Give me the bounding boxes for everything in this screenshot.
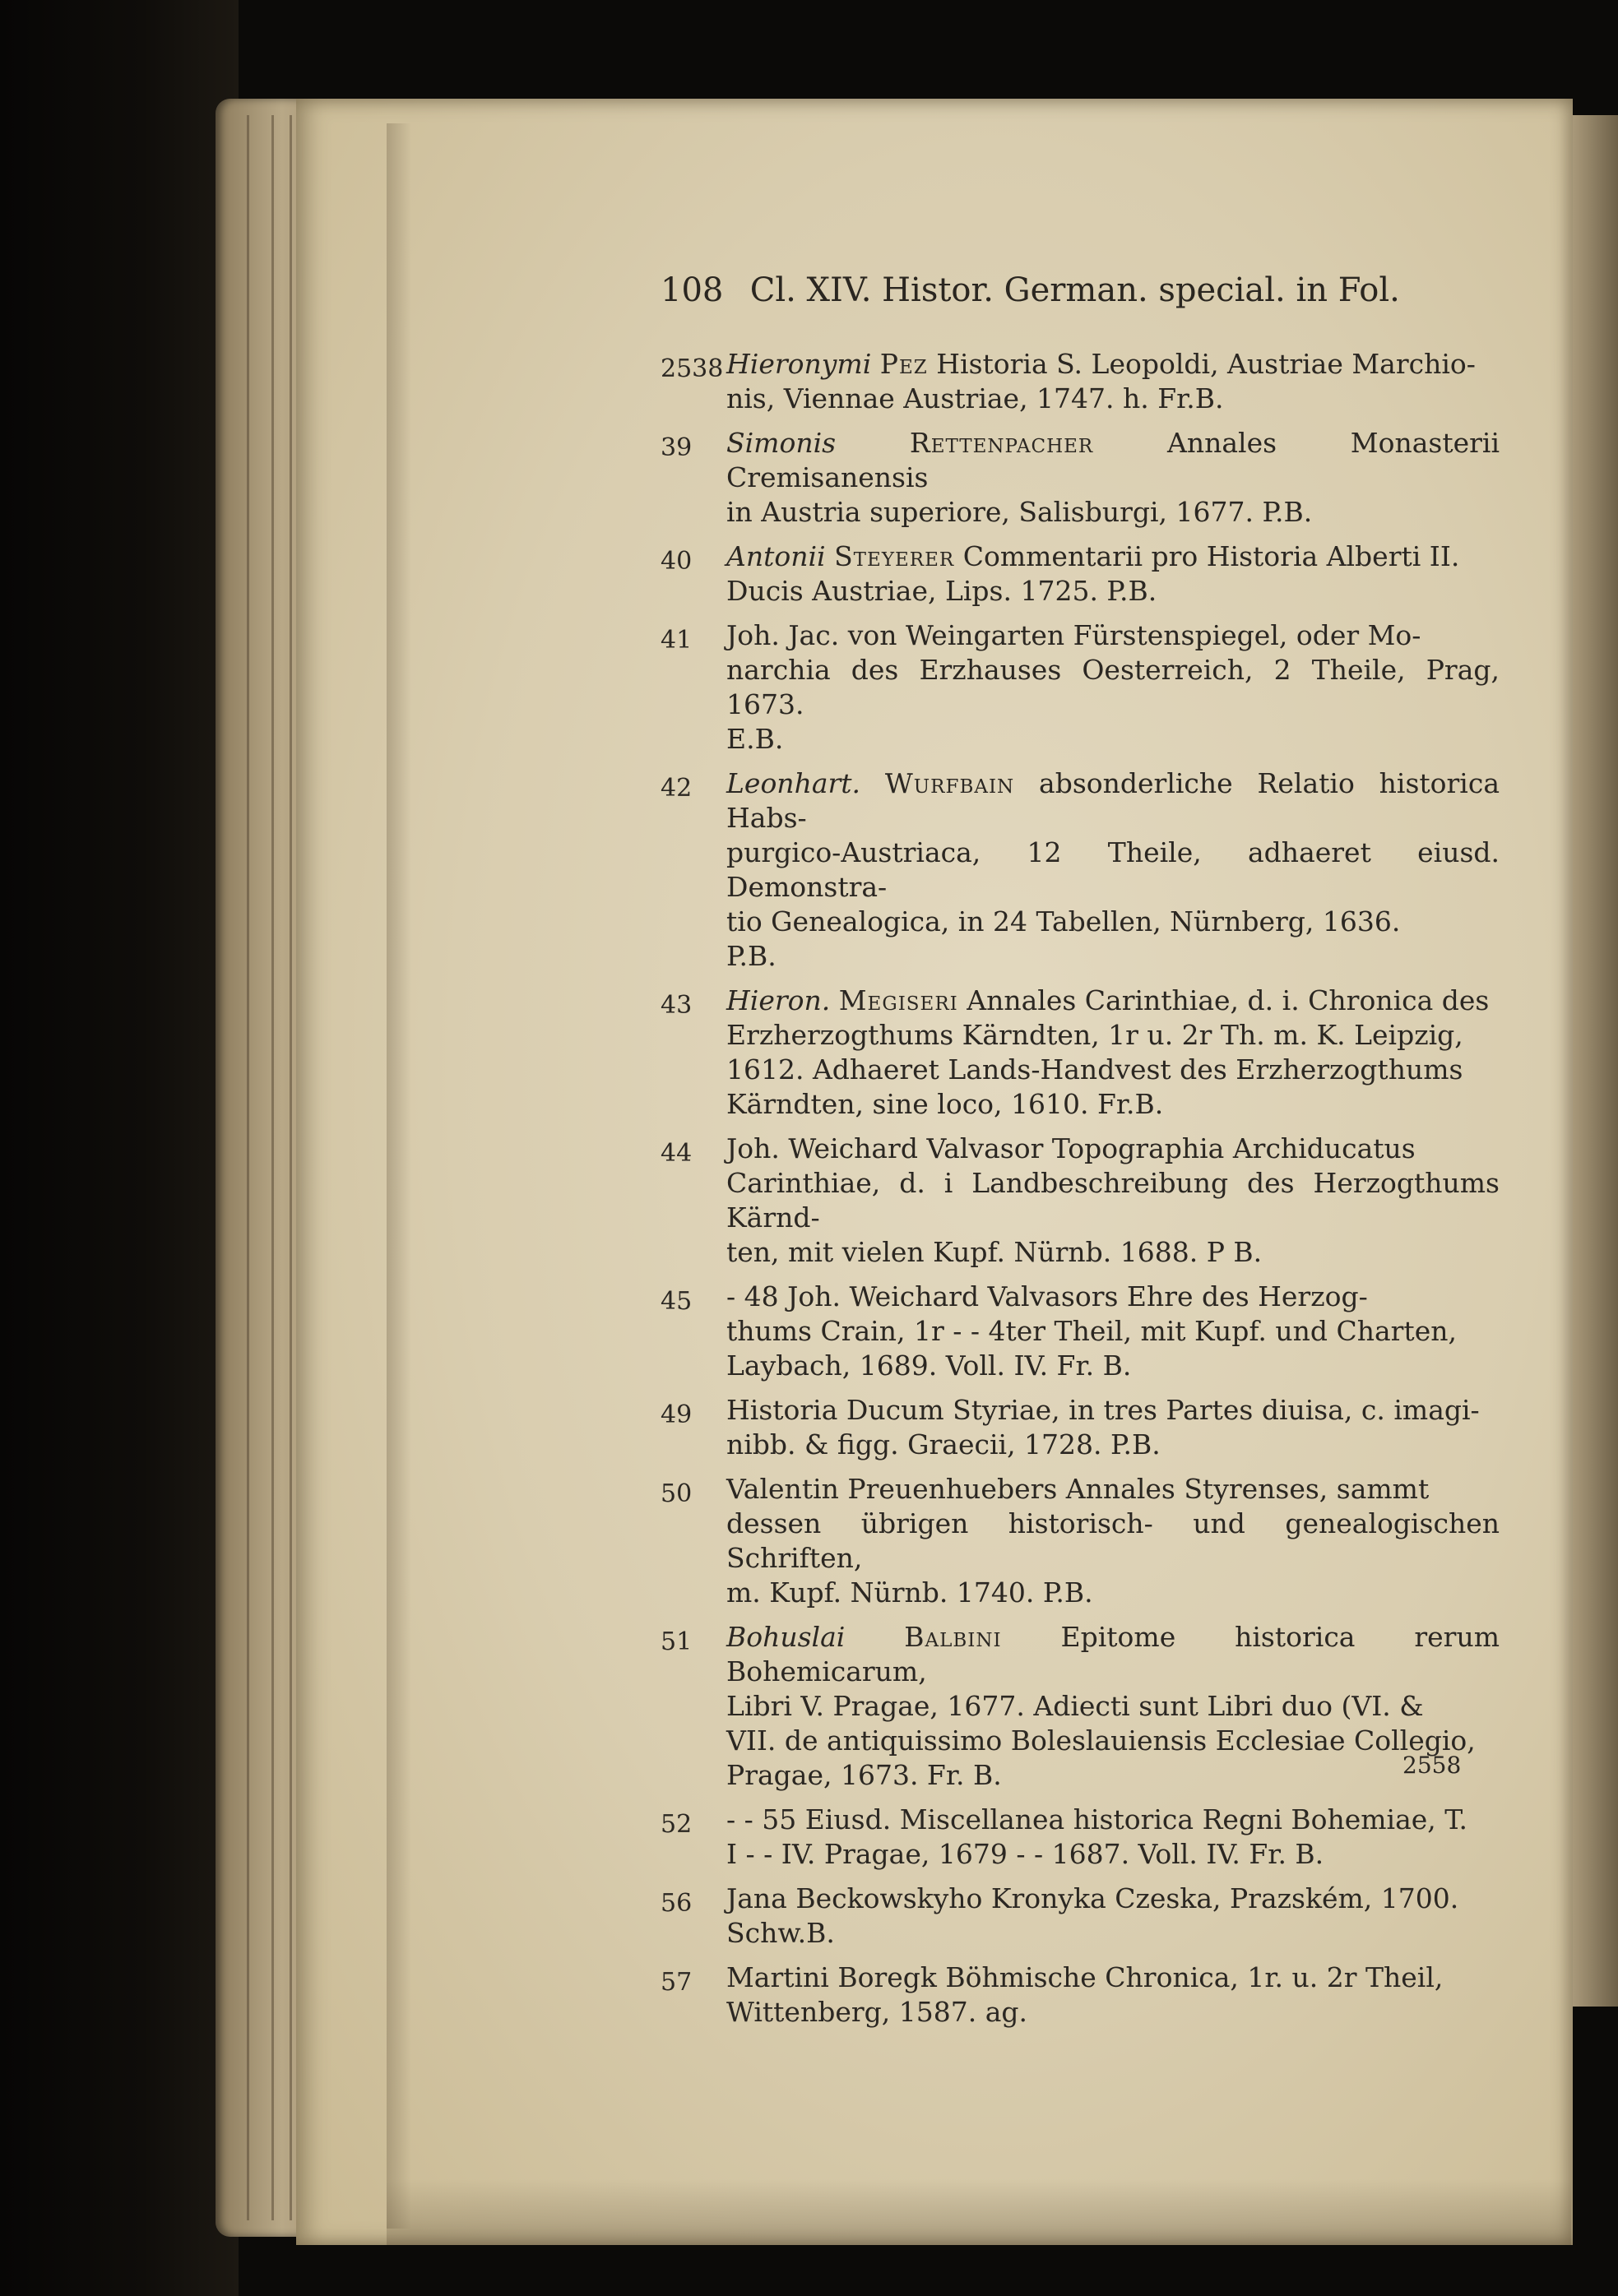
entry-line: nibb. & figg. Graecii, 1728. P.B. xyxy=(726,1428,1161,1460)
entry-number: 39 xyxy=(661,433,693,462)
entry-name: Wurfbain xyxy=(884,767,1015,799)
page-edge-line xyxy=(290,115,292,2220)
entry-line: tio Genealogica, in 24 Tabellen, Nürnberg, 1636. xyxy=(726,905,1401,937)
entry-line xyxy=(726,766,1500,836)
entry-line: nis, Viennae Austriae, 1747. h. Fr.B. xyxy=(726,382,1224,414)
entry-name: Megiseri xyxy=(838,984,958,1016)
entry-number: 49 xyxy=(661,1400,693,1429)
entry-author: Hieronymi xyxy=(726,348,872,380)
entry-line: Jana Beckowskyho Kronyka Czeska, Prazském, 1700. xyxy=(726,1882,1459,1914)
page-fold-shadow xyxy=(387,123,411,2229)
catchword: 2558 xyxy=(1402,1752,1462,1779)
running-header xyxy=(661,271,1483,329)
entry-name: Pez xyxy=(879,348,928,380)
catalog-entry xyxy=(661,1620,1500,1793)
catalog-entry xyxy=(661,1803,1500,1872)
entry-author: Leonhart. xyxy=(726,767,861,799)
entry-line xyxy=(726,984,1500,1018)
entry-number: 42 xyxy=(661,774,693,803)
entry-line: Joh. Jac. von Weingarten Fürstenspiegel, oder Mo- xyxy=(726,619,1421,651)
entry-text: Commentarii pro Historia Alberti II. xyxy=(962,540,1460,572)
entry-line: Pragae, 1673. Fr. B. xyxy=(726,1759,1002,1791)
catalog-entry xyxy=(661,347,1500,416)
entry-line: - 48 Joh. Weichard Valvasors Ehre des Herzog- xyxy=(726,1280,1368,1312)
catalog-entry xyxy=(661,766,1500,974)
page-number: 108 xyxy=(661,271,724,309)
entry-line: Schw.B. xyxy=(726,1917,835,1949)
entry-number: 41 xyxy=(661,626,693,655)
entry-author: Antonii xyxy=(726,540,826,572)
entry-number: 52 xyxy=(661,1810,693,1839)
entry-author: Hieron. xyxy=(726,984,831,1016)
entry-line: purgico-Austriaca, 12 Theile, adhaeret eiusd. Demonstra- xyxy=(726,836,1500,903)
entry-text: Annales Monasterii Cremisanensis xyxy=(726,427,1500,493)
page-bottom-shadow xyxy=(387,2179,1571,2245)
catalog-entry xyxy=(661,426,1500,530)
entry-number: 57 xyxy=(661,1968,693,1997)
catalog-entries xyxy=(661,347,1500,2039)
page-edge-line xyxy=(247,115,249,2220)
entry-name: Steyerer xyxy=(834,540,955,572)
entry-number: 2538 xyxy=(661,354,724,383)
entry-name: Rettenpacher xyxy=(909,427,1094,459)
entry-line: ten, mit vielen Kupf. Nürnb. 1688. P B. xyxy=(726,1236,1263,1268)
entry-line xyxy=(726,426,1500,495)
entry-line: in Austria superiore, Salisburgi, 1677. P.B. xyxy=(726,496,1313,528)
catalog-entry xyxy=(661,1132,1500,1270)
entry-line: E.B. xyxy=(726,723,784,755)
entry-number: 44 xyxy=(661,1139,693,1168)
catalog-entry xyxy=(661,539,1500,609)
entry-line: thums Crain, 1r - - 4ter Theil, mit Kupf. und Charten, xyxy=(726,1315,1457,1347)
entry-line: Joh. Weichard Valvasor Topographia Archiducatus xyxy=(726,1132,1416,1164)
entry-author: Bohuslai xyxy=(726,1621,846,1653)
entry-line: Libri V. Pragae, 1677. Adiecti sunt Libri duo (VI. & xyxy=(726,1690,1424,1722)
entry-name: Balbini xyxy=(904,1621,1002,1653)
entry-line: dessen übrigen historisch- und genealogischen Schriften, xyxy=(726,1507,1500,1574)
entry-line: Valentin Preuenhuebers Annales Styrenses, sammt xyxy=(726,1473,1430,1505)
entry-number: 40 xyxy=(661,547,693,576)
catalog-entry xyxy=(661,984,1500,1122)
entry-text: Annales Carinthiae, d. i. Chronica des xyxy=(967,984,1490,1016)
entry-line: Wittenberg, 1587. ag. xyxy=(726,1996,1027,2028)
entry-line: Ducis Austriae, Lips. 1725. P.B. xyxy=(726,575,1157,607)
entry-line: 1612. Adhaeret Lands-Handvest des Erzherzogthums xyxy=(726,1053,1463,1086)
entry-text: Historia S. Leopoldi, Austriae Marchio- xyxy=(936,348,1476,380)
entry-text: absonderliche Relatio historica Habs- xyxy=(726,767,1500,834)
entry-line xyxy=(726,1620,1500,1689)
catalog-entry xyxy=(661,1393,1500,1462)
catalog-entry xyxy=(661,618,1500,757)
entry-line xyxy=(726,539,1500,574)
entry-line: Laybach, 1689. Voll. IV. Fr. B. xyxy=(726,1349,1132,1382)
catalog-entry xyxy=(661,1960,1500,2030)
catalog-entry xyxy=(661,1882,1500,1951)
entry-line: Carinthiae, d. i Landbeschreibung des Herzogthums Kärnd- xyxy=(726,1167,1500,1234)
entry-line: Historia Ducum Styriae, in tres Partes diuisa, c. imagi- xyxy=(726,1394,1480,1426)
entry-line: I - - IV. Pragae, 1679 - - 1687. Voll. IV. Fr. B. xyxy=(726,1838,1324,1870)
entry-number: 45 xyxy=(661,1287,693,1316)
facing-page-edge xyxy=(1573,115,1618,2007)
catalog-entry xyxy=(661,1280,1500,1383)
entry-number: 50 xyxy=(661,1479,693,1508)
entry-line xyxy=(726,347,1500,382)
entry-line: Kärndten, sine loco, 1610. Fr.B. xyxy=(726,1088,1164,1120)
entry-line: P.B. xyxy=(726,940,777,972)
entry-line: VII. de antiquissimo Boleslauiensis Ecclesiae Collegio, xyxy=(726,1724,1476,1757)
catalog-entry xyxy=(661,1472,1500,1610)
entry-number: 43 xyxy=(661,991,693,1020)
entry-text: Epitome historica rerum Bohemicarum, xyxy=(726,1621,1500,1687)
page-edge-line xyxy=(271,115,274,2220)
entry-line: Martini Boregk Böhmische Chronica, 1r. u. 2r Theil, xyxy=(726,1961,1444,1993)
entry-number: 51 xyxy=(661,1627,693,1656)
entry-line: - - 55 Eiusd. Miscellanea historica Regni Bohemiae, T. xyxy=(726,1803,1467,1835)
book-cover-shadow xyxy=(0,0,239,2296)
running-title: Cl. XIV. Histor. German. special. in Fol. xyxy=(749,271,1400,309)
entry-line: m. Kupf. Nürnb. 1740. P.B. xyxy=(726,1576,1093,1609)
entry-line: narchia des Erzhauses Oesterreich, 2 Theile, Prag, 1673. xyxy=(726,654,1500,720)
entry-number: 56 xyxy=(661,1889,693,1918)
entry-author: Simonis xyxy=(726,427,837,459)
entry-line: Erzherzogthums Kärndten, 1r u. 2r Th. m. K. Leipzig, xyxy=(726,1019,1463,1051)
